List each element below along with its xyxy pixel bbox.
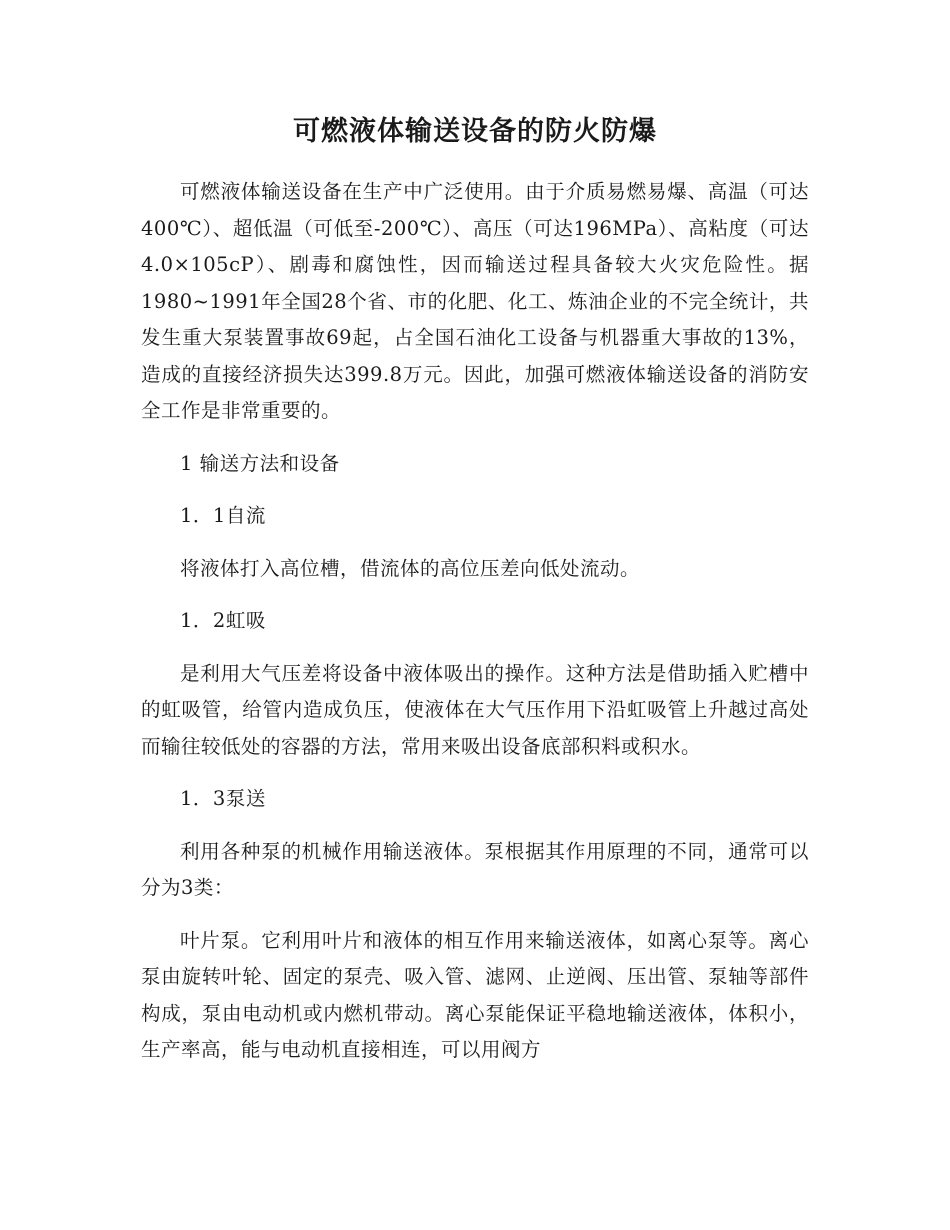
subsection-heading-1-1: 1．1自流 [180, 504, 266, 527]
subsection-heading-1-2: 1．2虹吸 [180, 609, 266, 632]
paragraph-siphon: 是利用大气压差将设备中液体吸出的操作。这种方法是借助插入贮槽中的虹吸管，给管内造成负压，使液体在大气压作用下沿虹吸管上升越过高处而输往较低处的容器的方法，常用来吸出设备底部积料或积水。 [141, 661, 809, 758]
paragraph-gravity-flow: 将液体打入高位槽，借流体的高位压差向低处流动。 [180, 556, 641, 580]
document-body [141, 174, 809, 1069]
paragraph-intro: 可燃液体输送设备在生产中广泛使用。由于介质易燃易爆、高温（可达400℃）、超低温（可低至-200℃）、高压（可达196MPa）、高粘度（可达4.0×105cP）、剧毒和腐蚀性，因而输送过程具备较大火灾危险性。据1980~1991年全国28个省、市的化肥、化工、炼油企业的不完全统计，共发生重大泵装置事故69起，占全国石油化工设备与机器重大事故的13%，造成的直接经济损失达399.8万元。因此，加强可燃液体输送设备的消防安全工作是非常重要的。 [141, 180, 809, 422]
document-title: 可燃液体输送设备的防火防爆 [293, 116, 657, 147]
subsection-heading-1-3: 1．3泵送 [180, 787, 266, 810]
section-heading-1: 1 输送方法和设备 [180, 451, 340, 475]
document-page [141, 112, 809, 1085]
paragraph-pumping: 利用各种泵的机械作用输送液体。泵根据其作用原理的不同，通常可以分为3类： [141, 839, 809, 899]
paragraph-vane-pump: 叶片泵。它利用叶片和液体的相互作用来输送液体，如离心泵等。离心泵由旋转叶轮、固定的泵壳、吸入管、滤网、止逆阀、压出管、泵轴等部件构成，泵由电动机或内燃机带动。离心泵能保证平稳地输送液体，体积小，生产率高，能与电动机直接相连，可以用阀方 [141, 928, 809, 1061]
